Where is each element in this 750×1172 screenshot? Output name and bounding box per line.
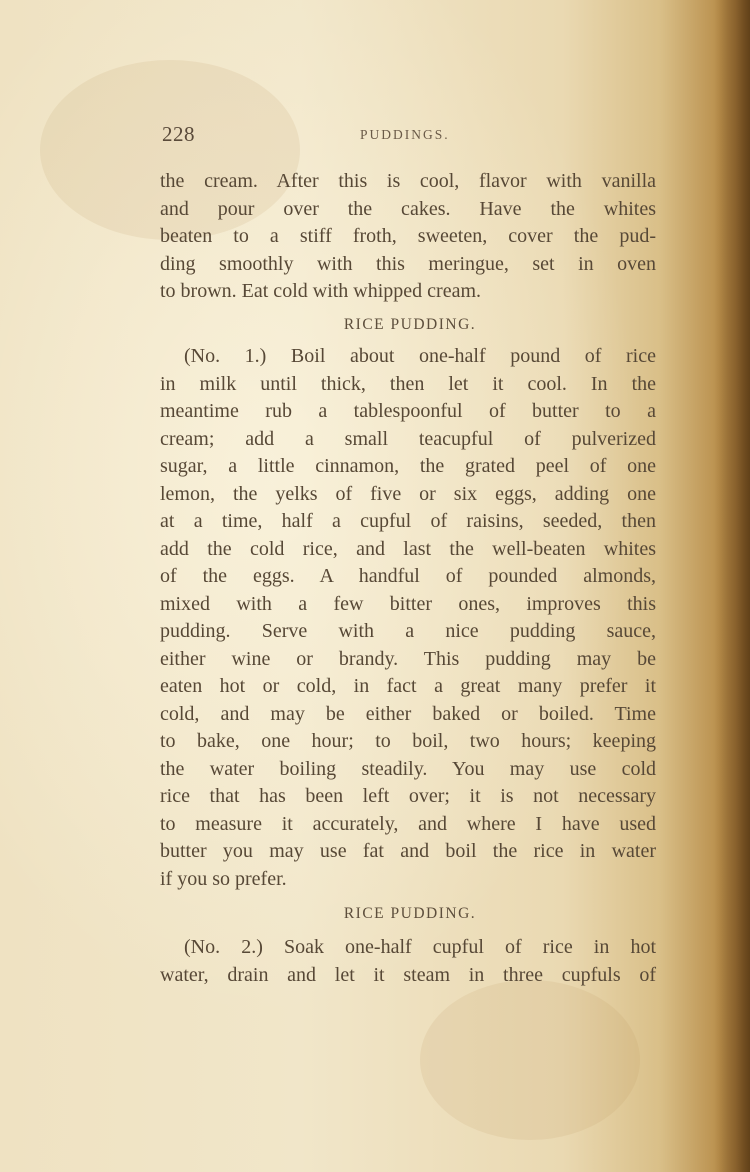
text-line: the water boiling steadily. You may use cold — [160, 757, 656, 780]
section-heading: RICE PUDDING. — [343, 316, 477, 333]
text-line: at a time, half a cupful of raisins, seeded, then — [160, 510, 656, 532]
text-line: add the cold rice, and last the well-beaten whites — [160, 537, 656, 560]
text-line: either wine or brandy. This pudding may be — [160, 647, 656, 670]
text-line: of the eggs. A handful of pounded almonds, — [160, 565, 656, 587]
text-line: lemon, the yelks of five or six eggs, adding one — [160, 482, 656, 505]
text-line: eaten hot or cold, in fact a great many prefer it — [160, 675, 656, 697]
text-line: cream; add a small teacupful of pulverized — [160, 427, 656, 450]
recipe-paragraph — [160, 343, 656, 893]
text-line: (No. 1.) Boil about one-half pound of rice — [184, 345, 656, 367]
text-line: sugar, a little cinnamon, the grated peel of one — [160, 455, 656, 477]
text-line: (No. 2.) Soak one-half cupful of rice in hot — [184, 936, 656, 958]
paper-stain — [420, 980, 640, 1140]
page-header — [160, 122, 660, 150]
text-line: mixed with a few bitter ones, improves this — [160, 592, 656, 615]
text-line: beaten to a stiff froth, sweeten, cover the pud- — [160, 225, 656, 247]
page-edge-shadow — [714, 0, 750, 1172]
text-line: to measure it accurately, and where I have used — [160, 812, 656, 835]
text-line: the cream. After this is cool, flavor with vanilla — [160, 170, 656, 192]
text-line: and pour over the cakes. Have the whites — [160, 197, 656, 220]
text-line: if you so prefer. — [160, 867, 287, 890]
recipe-paragraph — [160, 934, 656, 989]
text-line: water, drain and let it steam in three cupfuls of — [160, 963, 656, 986]
continuation-paragraph — [160, 168, 656, 306]
text-line: ding smoothly with this meringue, set in oven — [160, 252, 656, 275]
text-line: in milk until thick, then let it cool. In the — [160, 372, 656, 395]
section-heading: RICE PUDDING. — [343, 905, 477, 922]
text-line: cold, and may be either baked or boiled. Time — [160, 702, 656, 725]
text-line: rice that has been left over; it is not necessary — [160, 785, 656, 807]
text-line: meantime rub a tablespoonful of butter to a — [160, 400, 656, 422]
running-head: PUDDINGS. — [360, 127, 450, 142]
text-line: butter you may use fat and boil the rice in water — [160, 840, 656, 862]
text-line: to bake, one hour; to boil, two hours; keeping — [160, 730, 656, 752]
text-line: to brown. Eat cold with whipped cream. — [160, 280, 482, 302]
text-line: pudding. Serve with a nice pudding sauce, — [160, 620, 656, 642]
page-number: 228 — [162, 122, 195, 146]
